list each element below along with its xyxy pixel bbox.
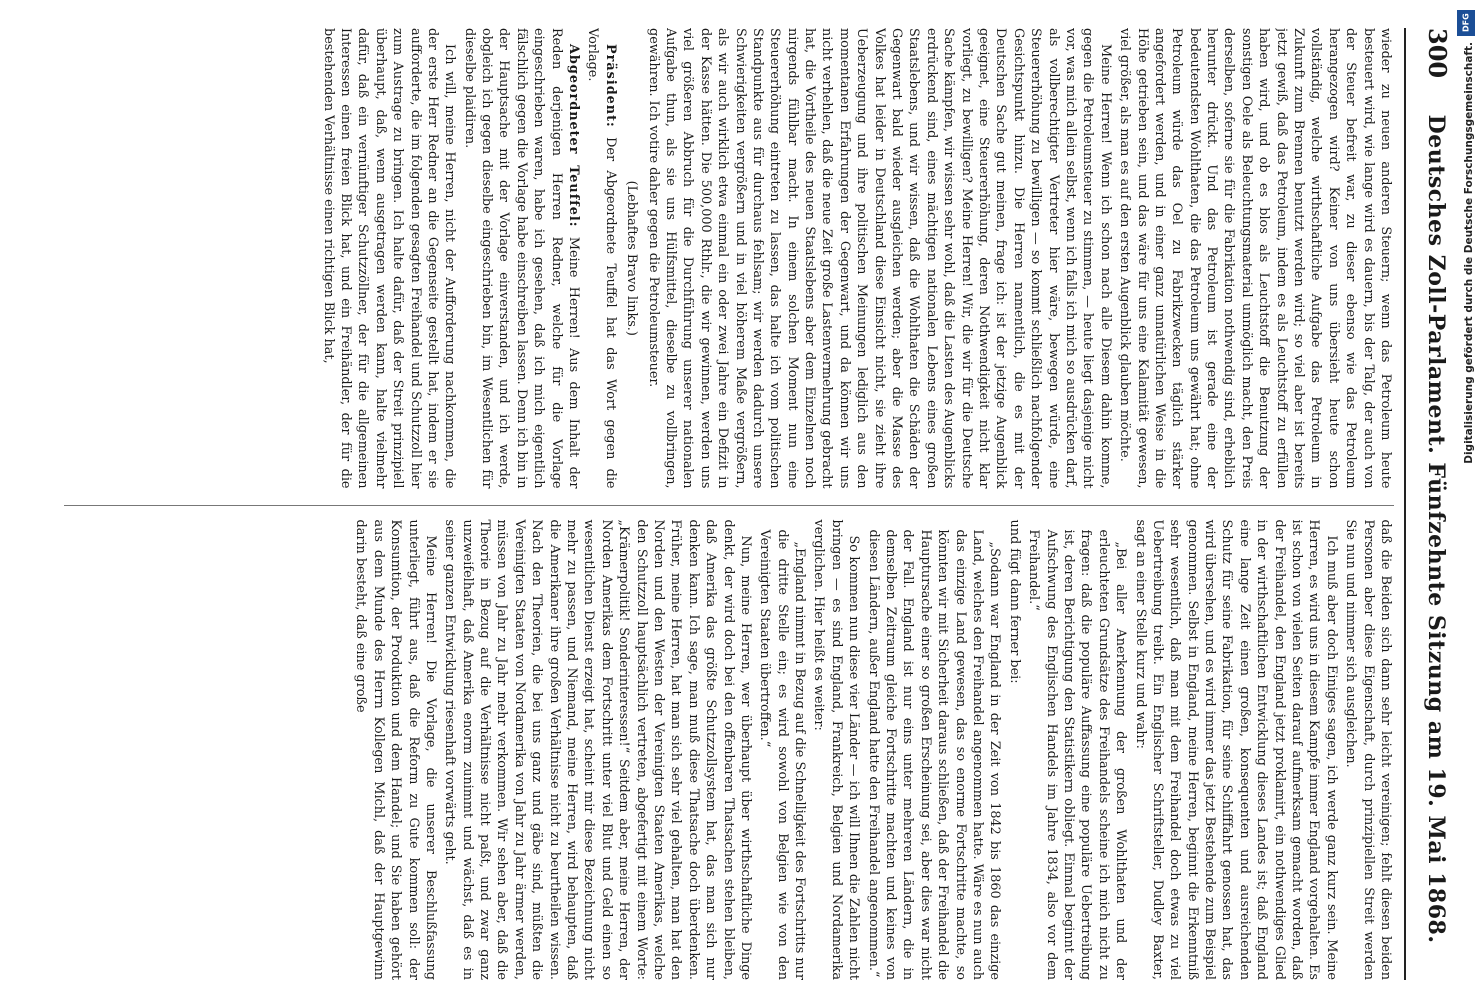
speech-text: Der Abgeordnete Teuffel hat das Wort gegen die Vorlage. xyxy=(585,28,618,489)
paragraph: und fügt dann ferner bei: xyxy=(1006,519,1022,684)
paragraph: daß die Beiden sich dann sehr leicht vereinigen; fehlt diesen beiden Personen aber diese Eigenschaft, durch prinzipiellen Streit werden Sie nun und nimmer sich ausgleichen. xyxy=(1343,519,1393,980)
stage-direction: (Lebhaftes Bravo links.) xyxy=(624,180,640,336)
speaker-name: Abgeordneter Teuffel: xyxy=(566,44,582,228)
paragraph: Nun, meine Herren, wer überhaupt über wirthschaftliche Dinge denkt, der wird doch bei den offenbaren Thatsachen stehen bleiben, daß Amerika das größte Schutzzollsystem hat, das man sich nur denken kann. Ich sage, man muß diese Thatsache doch überdenken. Früher, meine Herren, hat man sich sehr viel gehalten, man hat den Norden und den Westen der Vereinigten Staaten Amerikas, welche den Schutzzoll hauptsächlich vertreten, abgefertigt mit einem Worte: „Krämerpolitik! Sonderinteressen!“ Seitdem aber, meine Herren, der Norden Amerikas dem Fortschritt unter viel Blut und Geld einen so wesentlichen Dienst erzeigt hat, scheint mir diese Bezeichnung nicht mehr zu passen, und Niemand, meine Herren, wird behaupten, daß die Amerikaner ihre großen Verhältnisse nicht zu beurtheilen wissen. Nach den Theorien, die bei uns ganz und gäbe sind, müßten die Vereinigten Staaten von Nordamerika von Jahr zu Jahr ärmer werden, müssen von Jahr zu Jahr mehr verkommen. Wir sehen aber, daß die Theorie in Bezug auf die Verhältnisse nicht paßt, und zwar ganz unzweifelhaft, daß Amerika enorm zunimmt und wächst, daß es in seiner ganzen Entwicklung riesenhaft vorwärts geht. xyxy=(442,519,753,980)
quotation: „Bei aller Anerkennung der großen Wohlthaten und der erleuchteten Grundsätze des Freihandels scheine ich mich nicht zu fragen: daß die populäre Auffassung eine populäre Uebertreibung ist, deren Berichtigung den Statistikern obliegt. Einmal beginnt der Aufschwung des Englischen Handels im Jahre 1834, also vor dem Freihandel.“ xyxy=(1026,529,1129,980)
running-title: Deutsches Zoll-Parlament. Fünfzehnte Sitzung am 19. Mai 1868. xyxy=(1423,114,1449,944)
speaker-name: Präsident: xyxy=(602,44,618,128)
speech-paragraph xyxy=(584,28,619,489)
rotated-page-scan xyxy=(50,0,1460,1000)
paragraph: wieder zu neuen anderen Steuern; wenn das Petroleum heute besteuert wird, wie lange wird es dauern, bis der Talg, der auch von der Steuer befreit war, zu dieser ebenso wie das Petroleum herangezogen wird? Keiner von uns übersieht heute schon vollständig, welche wirthschaftliche Aufgabe das Petroleum in Zukunft zum Brennen benutzt werden wird; so viel aber ist bereits jetzt gewiß, daß das Petroleum, indem es als Leuchtstoff zu erfüllen haben wird, und ob es blos als Leuchtstoff die Benutzung der sonstigen Oele als Beleuchtungsmaterial unmöglich macht, den Preis derselben, soferne sie für die Fabrikation nothwendig sind, erheblich herunter drückt. Und das Petroleum ist gerade eine der bedeutendsten Wohlthaten, die das Petroleum uns gewährt hat; ohne Petroleum würde das Oel zu Fabrikzwecken täglich stärker angefordert werden, und in einer ganz unnatürlichen Weise in die Höhe getrieben sein, und das wäre für uns eine Kalamität gewesen, viel größer, als man es auf den ersten Augenblick glauben möchte. xyxy=(1117,28,1393,489)
dfg-logo: DFG xyxy=(1457,10,1475,36)
speech-paragraph xyxy=(460,28,582,489)
text-column-right xyxy=(64,505,1394,981)
page-number: 300 xyxy=(1423,28,1452,79)
text-columns xyxy=(64,28,1394,980)
paragraph: Meine Herren! Die Vorlage, die unserer Beschlußfassung unterliegt, führt aus, daß die Reform zu Gute kommen soll: der Konsumtion, der Produktion und dem Handel; und Sie haben gehört aus dem Munde des Herrn Kollegen Michl, daß der Hauptgewinn darin besteht, daß eine große xyxy=(353,519,438,980)
text-column-left xyxy=(64,28,1394,489)
quotation: „Sodann war England in der Zeit von 1842 bis 1860 das einzige Land, welches den Freihandel angenommen hatte. Wäre es nun auch das einzige Land gewesen, das so enorme Fortschritte machte, so könnten wir mit Sicherheit daraus schließen, daß der Freihandel die Hauptursache einer so großen Erscheinung sei, aber dies war nicht der Fall. England ist nur eins unter mehreren Ländern, die in demselben Zeitraum gleiche Fortschritte machten und keines von diesen Ländern, außer England hatte den Freihandel angenommen.“ xyxy=(865,529,1003,980)
speech-text: Meine Herren! Aus dem Inhalt der Reden derjenigen Herren Redner, welche für die Vorlage eingeschrieben waren, habe ich gesehen, daß ich mich eigentlich fälschlich gegen die Vorlage habe einschreiben lassen. Denn ich bin in der Hauptsache mit der Vorlage einverstanden, und ich werde, obgleich ich gegen dieselbe eingeschrieben bin, im Wesentlichen für dieselbe plaidiren. xyxy=(461,28,582,489)
funding-note: Digitalisierung gefördert durch die Deutsche Forschungsgemeinschaft. xyxy=(1463,42,1475,464)
paragraph: So kommen nun diese vier Länder — ich will Ihnen die Zahlen nicht bringen — es sind England, Frankreich, Belgien und Nordamerika verglichen. Hier heißt es weiter: xyxy=(811,519,862,980)
quotation: „England nimmt in Bezug auf die Schnelligkeit des Fortschritts nur die dritte Stelle ein; es wird sowohl von Belgien wie von den Vereinigten Staaten übertroffen.“ xyxy=(757,529,808,980)
page-header xyxy=(1404,28,1452,980)
paragraph: Meine Herren! Wenn ich schon nach alle Diesem dahin komme, gegen die Petroleumsteuer zu stimmen, — heute liegt dasjenige nicht vor, was mich allein selbst, wenn ich falls ich mich so ausdrücken darf, als vollberechtigter Vertreter hier wäre, bewegen würde, eine Steuererhöhung zu bewilligen — so kommt schließlich nachfolgender Gesichtspunkt hinzu. Die Herren namentlich, die es mit der Deutschen Sache gut meinen, frage ich: ist der jetzige Augenblick geeignet, eine Steuererhöhung, deren Nothwendigkeit nicht klar vorliegt, zu bewilligen? Meine Herren! Wir, die wir für die Deutsche Sache kämpfen, wir wissen sehr wohl, daß die Lasten des Augenblicks erdrückend sind, eines mächtigen nationalen Lebens eines großen Staatslebens, und wir wissen, daß die Wohlthaten die Schäden der Gegenwart bald wieder ausgleichen werden; aber die Masse des Volkes hat leider in Deutschland diese Einsicht nicht, sie zieht ihre Ueberzeugung und ihre politischen Meinungen lediglich aus den momentanen Erfahrungen der Gegenwart, und da können wir uns nicht verhehlen, daß die neue Zeit große Lastenvermehrung gebracht hat, die Vortheile des neuen Staatslebens aber dem Einzelnen noch nirgends fühlbar macht. In einem solchen Moment nun eine Steuererhöhung eintreten zu lassen, das halte ich vom politischen Standpunkte aus für durchaus fehlsam; wir werden dadurch unsere Schwierigkeiten vergrößern und in viel höherem Maße vergrößern, als wir auch wirklich etwa einmal ein oder zwei Jahre ein Defizit in der Kasse hätten. Die 500,000 Rthlr., die wir gewinnen, werden uns viel größeren Abbruch für die Durchführung unserer nationalen Aufgabe thun, als sie uns Hülfsmittel, dieselbe zu vollbringen, gewähren. Ich votire daher gegen die Petroleumsteuer. xyxy=(645,28,1113,489)
paragraph: Ich muß aber doch Einiges sagen, ich werde ganz kurz sein. Meine Herren, es wird uns in diesem Kampfe immer England vorgehalten. Es ist schon von vielen Seiten darauf aufmerksam gemacht worden, daß der Freihandel, den England jetzt proklamirt, ein nothwendiges Glied in der wirthschaftlichen Entwicklung dieses Landes ist; daß England eine lange Zeit einen großen, konsequenten und ausreichenden Schutz für seine Fabrikation, für seine Schifffahrt genossen hat, das wird übersehen, und es wird immer das jetzt Bestehende zum Beispiel genommen. Selbst in England, meine Herren, beginnt die Erkenntniß sehr wesentlich, daß man mit dem Freihandel doch etwas zu viel Uebertreibung treibt. Ein Englischer Schriftsteller, Dudley Baxter, sagt an einer Stelle kurz und wahr: xyxy=(1132,519,1339,980)
paragraph: Ich will, meine Herren, nicht der Aufforderung nachkommen, die der erste Herr Redner an die Gegenseite gestellt hat, indem er sie aufforderte, die im folgenden gesagten Freihandel und Schutzzoll hier zum Austrage zu bringen. Ich halte dafür, daß der Streit prinzipiell überhaupt, daß, wenn ausgetragen werden kann, halte vielmehr dafür, daß ein vernünftiger Schutzzöllner, der für die allgemeinen Interessen einen freien Blick hat, und ein Freihändler, der für die bestehenden Verhältnisse einen richtigen Blick hat, xyxy=(320,28,458,489)
